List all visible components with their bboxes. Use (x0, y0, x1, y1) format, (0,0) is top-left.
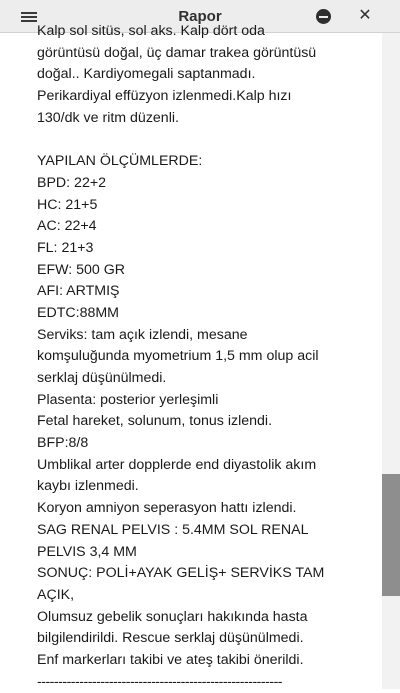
report-line: Olumsuz gebelik sonuçları hakıkında hasta (37, 608, 308, 625)
report-line: AFI: ARTMIŞ (37, 283, 120, 300)
report-line: 130/dk ve ritm düzenli. (37, 109, 179, 126)
report-line: komşuluğunda myometrium 1,5 mm olup acil (37, 348, 319, 365)
report-line: EDTC:88MM (37, 304, 119, 321)
report-line: Fetal hareket, solunum, tonus izlendi. (37, 413, 273, 430)
report-line: Umblikal arter dopplerde end diyastolik akım (37, 456, 317, 473)
report-line: BFP:8/8 (37, 435, 89, 452)
report-line: serklaj düşünülmedi. (37, 370, 167, 386)
close-icon[interactable]: ✕ (358, 7, 372, 24)
report-line: EFW: 500 GR (37, 261, 126, 278)
report-line: AÇIK, (37, 586, 75, 603)
report-line: doğal.. Kardiyomegali saptanmadı. (37, 66, 256, 83)
vertical-scrollbar[interactable] (382, 33, 400, 689)
report-line: Enf markerları takibi ve ateş takibi önerildi. (37, 651, 304, 668)
report-line: Perikardiyal effüzyon izlenmedi.Kalp hızı (37, 88, 292, 105)
report-line: BPD: 22+2 (37, 174, 107, 191)
report-line: Plasenta: posterior yerleşimli (37, 391, 219, 408)
report-text (37, 21, 372, 693)
scrollbar-thumb[interactable] (382, 474, 400, 596)
report-line: Serviks: tam açık izlendi, mesane (37, 326, 248, 343)
report-line: SONUÇ: POLİ+AYAK GELİŞ+ SERVİKS TAM (37, 565, 325, 582)
report-line: PELVIS 3,4 MM (37, 543, 137, 560)
report-line: YAPILAN ÖLÇÜMLERDE: (37, 153, 203, 170)
report-line: SAG RENAL PELVIS : 5.4MM SOL RENAL (37, 521, 309, 538)
report-line: AC: 22+4 (37, 218, 97, 235)
report-line: Koryon amniyon seperasyon hattı izlendi. (37, 500, 297, 517)
report-line: Kalp sol sitüs, sol aks. Kalp dört oda (37, 23, 265, 39)
report-line (37, 129, 372, 151)
report-line: görüntüsü doğal, üç damar trakea görüntüsü (37, 44, 317, 61)
report-line: bilgilendirildi. Rescue serklaj düşünülmedi. (37, 630, 304, 647)
window-title: Rapor (178, 8, 222, 25)
report-content[interactable] (0, 23, 382, 690)
report-line: ---------------------------------------------------------- (37, 673, 283, 690)
report-line: kaybı izlenmedi. (37, 478, 139, 495)
report-line: FL: 21+3 (37, 239, 94, 256)
report-line: HC: 21+5 (37, 196, 98, 213)
